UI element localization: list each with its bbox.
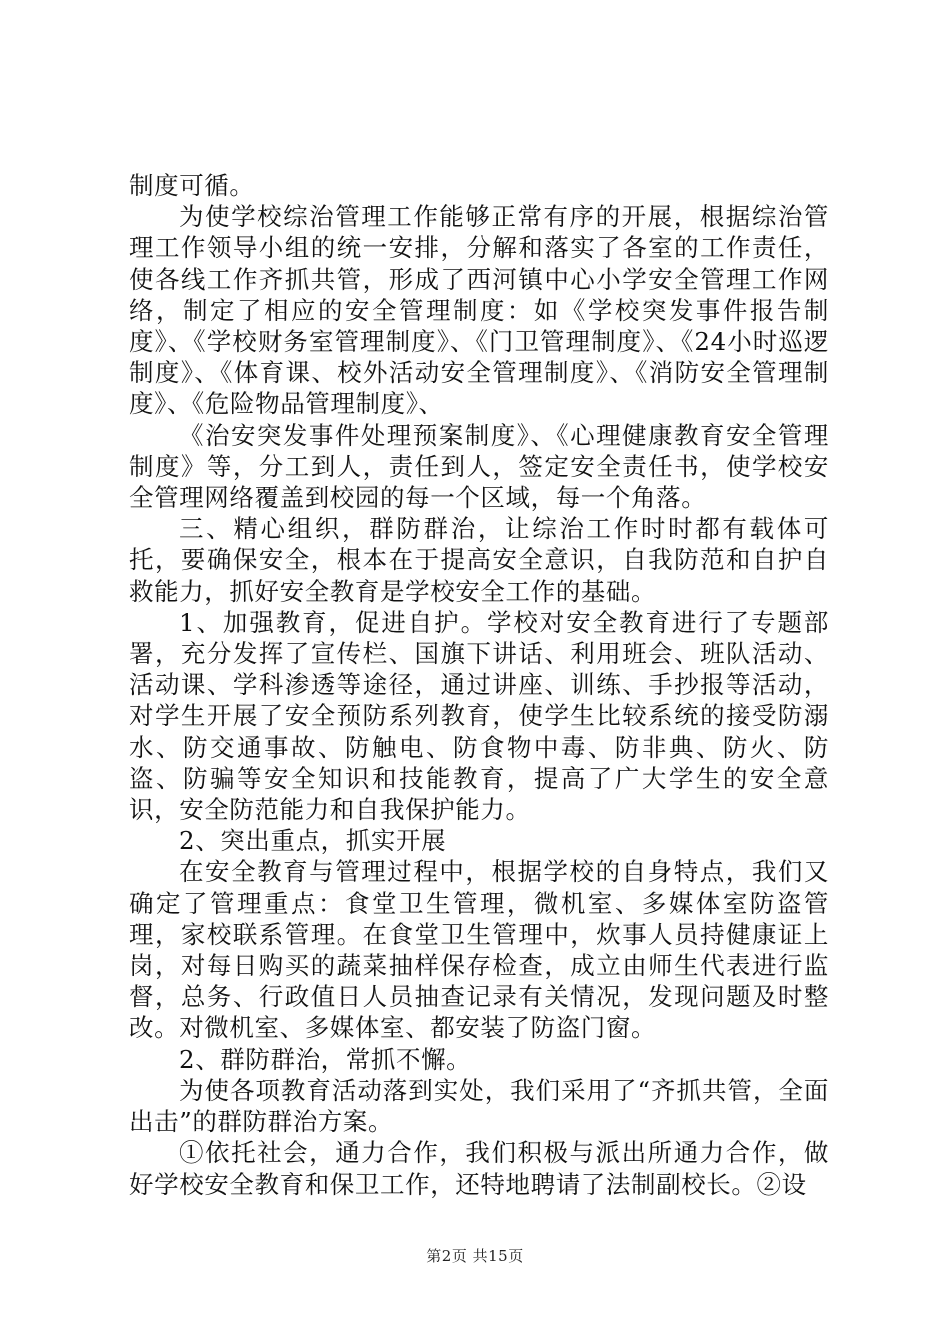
paragraph-social-cooperation: ①依托社会，通力合作，我们积极与派出所通力合作，做好学校安全教育和保卫工作，还特地聘请了法制副校长。②设 bbox=[129, 1138, 829, 1199]
paragraph-continuation: 制度可循。 bbox=[129, 171, 255, 200]
paragraph-item-group-prevention: 2、群防群治，常抓不懈。 bbox=[179, 1044, 472, 1074]
paragraph-regulations-continued: 《治安突发事件处理预案制度》、《心理健康教育安全管理制度》等，分工到人，责任到人，签定安全责任书，使学校安全管理网络覆盖到校园的每一个区域，每一个角落。 bbox=[129, 420, 829, 513]
paragraph-item-highlight-focus: 2、突出重点，抓实开展 bbox=[179, 826, 447, 856]
paragraph-section-three: 三、精心组织，群防群治，让综治工作时时都有载体可托，要确保安全，根本在于提高安全意识，自我防范和自护自救能力，抓好安全教育是学校安全工作的基础。 bbox=[129, 514, 829, 606]
paragraph-management-network: 为使学校综治管理工作能够正常有序的开展，根据综治管理工作领导小组的统一安排，分解和落实了各室的工作责任，使各线工作齐抓共管，形成了西河镇中心小学安全管理工作网络，制定了相应的安全管理制度：如《学校突发事件报告制度》、《学校财务室管理制度》、《门卫管理制度》、《24小时巡逻制度》、《体育课、校外活动安全管理制度》、《消防安全管理制度》、《危险物品管理制度》、 bbox=[129, 202, 829, 419]
document-body bbox=[129, 170, 829, 1200]
paragraph-focus-details: 在安全教育与管理过程中，根据学校的自身特点，我们又确定了管理重点：食堂卫生管理，微机室、多媒体室防盗管理，家校联系管理。在食堂卫生管理中，炊事人员持健康证上岗，对每日购买的蔬菜抽样保存检查，成立由师生代表进行监督，总务、行政值日人员抽查记录有关情况，发现问题及时整改。对微机室、多媒体室、都安装了防盗门窗。 bbox=[129, 857, 829, 1043]
paragraph-prevention-plan: 为使各项教育活动落到实处，我们采用了“齐抓共管，全面出击”的群防群治方案。 bbox=[129, 1075, 829, 1137]
paragraph-item-strengthen-education: 1、加强教育，促进自护。学校对安全教育进行了专题部署，充分发挥了宣传栏、国旗下讲话、利用班会、班队活动、活动课、学科渗透等途径，通过讲座、训练、手抄报等活动，对学生开展了安全预防系列教育，使学生比较系统的接受防溺水、防交通事故、防触电、防食物中毒、防非典、防火、防盗、防骗等安全知识和技能教育，提高了广大学生的安全意识，安全防范能力和自我保护能力。 bbox=[129, 607, 829, 825]
page-footer: 第2页 共15页 bbox=[426, 1247, 524, 1265]
